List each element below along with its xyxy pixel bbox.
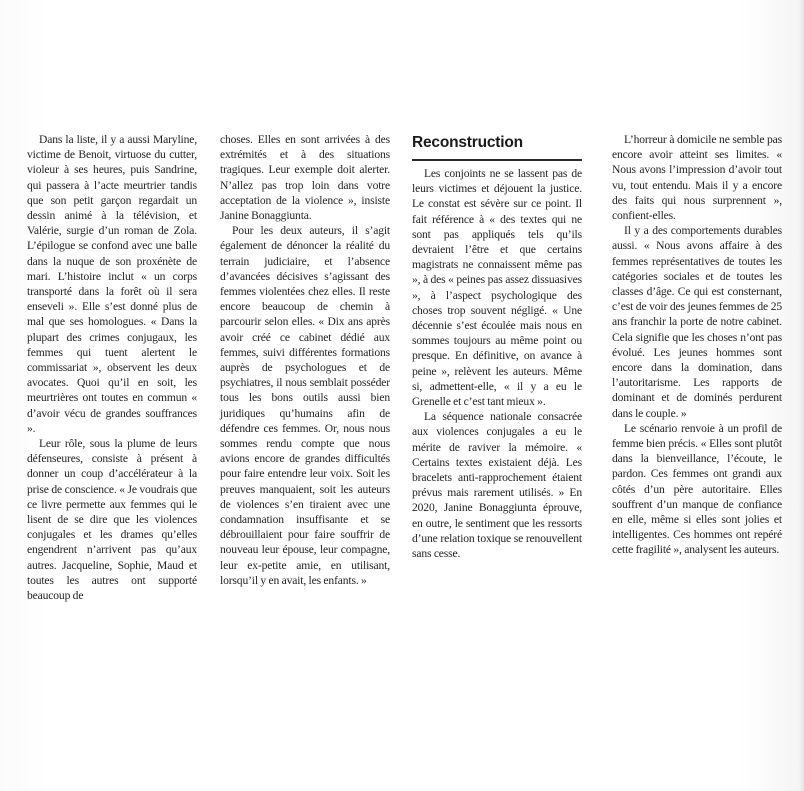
article-paragraph: La séquence nationale consacrée aux violences conjugales a eu le mérite de raviver la mémoire. « Certains textes existaient déjà. Les bracelets anti-rapprochement étaient prévus mais rarement utilisés. » En 2020, Janine Bonaggiunta éprouve, en outre, le sentiment que les ressorts d’une relation toxique se renouvellent sans cesse. — [412, 410, 582, 561]
article-paragraph: Il y a des comportements durables aussi. « Nous avons affaire à des femmes représentatives de toutes les catégories sociales et de toutes les classes d’âge. Ce qui est consternant, c’est de voir des jeunes femmes de 25 ans franchir la porte de notre cabinet. Cela signifie que les choses n’ont pas évolué. Les jeunes hommes sont encore dans la domination, dans l’autoritarisme. Les rapports de dominant et de dominés perdurent dans le couple. » — [612, 224, 782, 420]
article-column-3 — [412, 134, 582, 561]
article-paragraph: Le scénario renvoie à un profil de femme bien précis. « Elles sont plutôt dans la bienveillance, l’écoute, le pardon. Ces femmes ont grandi aux côtés d’un père autoritaire. Elles souffrent d’un manque de confiance en elle, même si elles sont jolies et intelligentes. Ces hommes ont repéré cette fragilité », analysent les auteurs. — [612, 421, 782, 557]
section-heading: Reconstruction — [412, 134, 582, 161]
article-column-4 — [612, 132, 782, 558]
article-paragraph: Leur rôle, sous la plume de leurs défenseures, consiste à présent à donner un coup d’accélérateur à la prise de conscience. « Je voudrais que ce livre permette aux femmes qui le lisent de se dire que les violences conjugales et les drames qu’elles engendrent n’arrivent pas qu’aux autres. Jacqueline, Sophie, Maud et toutes les autres ont supporté beaucoup de — [27, 437, 197, 603]
article-paragraph: choses. Elles en sont arrivées à des extrémités et à des situations tragiques. Leur exemple doit alerter. N’allez pas trop loin dans votre acceptation de la violence », insiste Janine Bonaggiunta. — [220, 133, 390, 223]
article-paragraph: L’horreur à domicile ne semble pas encore avoir atteint ses limites. « Nous avons l’impression d’avoir tout vu, tout entendu. Mais il y a encore des faits qui nous surprennent », confient-elles. — [612, 133, 782, 223]
article-column-1 — [27, 132, 197, 603]
article-column-2 — [220, 132, 390, 588]
article-paragraph: Dans la liste, il y a aussi Maryline, victime de Benoit, virtuose du cutter, violeur à ses heures, puis Sandrine, qui passera à l’acte meurtrier tandis que son petit garçon regardait un dessin animé à la télévision, et Valérie, surgie d’un roman de Zola. L’épilogue se confond avec une balle dans la nuque de son proxénète de mari. L’histoire inclut « un corps transporté dans la forêt où il sera enseveli ». Elle s’est donné plus de mal que ses homologues. « Dans la plupart des crimes conjugaux, les femmes qui tuent alertent le commissariat », observent les deux avocates. Quoi qu’il en soit, les meurtrières ont toutes en commun « d’avoir vécu de grandes souffrances ». — [27, 133, 197, 435]
article-paragraph: Pour les deux auteurs, il s’agit également de dénoncer la réalité du terrain judiciaire, et l’absence d’avancées décisives s’agissant des femmes violentées chez elles. Il reste encore beaucoup de chemin à parcourir selon elles. « Dix ans après avoir créé ce cabinet dédié aux femmes, suivi différentes formations auprès de psychologues et de psychiatres, il nous semblait posséder tous les bons outils aussi bien juridiques qu’humains afin de défendre ces femmes. Or, nous nous sommes rendu compte que nous avions encore de grandes difficultés pour faire entendre leur voix. Soit les preuves manquaient, soit les auteurs de violences s’en tiraient avec une condamnation insuffisante et se débrouillaient pour faire souffrir de nouveau leur épouse, leur compagne, leur ex-petite amie, en utilisant, lorsqu’il y en avait, les enfants. » — [220, 224, 390, 587]
page-edge-shadow — [798, 0, 804, 791]
article-paragraph: Les conjoints ne se lassent pas de leurs victimes et déjouent la justice. Le constat est sévère sur ce point. Il fait référence à « des textes qui ne sont pas appliqués tels qu’ils devraient l’être et que certains magistrats ne connaissent même pas », à des « peines pas assez dissuasives », à l’aspect psychologique des choses trop souvent négligé. « Une décennie s’est écoulée mais nous en sommes toujours au même point ou presque. En définitive, on avance à peine », relèvent les auteurs. Même si, admettent-elle, « il y a eu le Grenelle et c’est tant mieux ». — [412, 167, 582, 409]
